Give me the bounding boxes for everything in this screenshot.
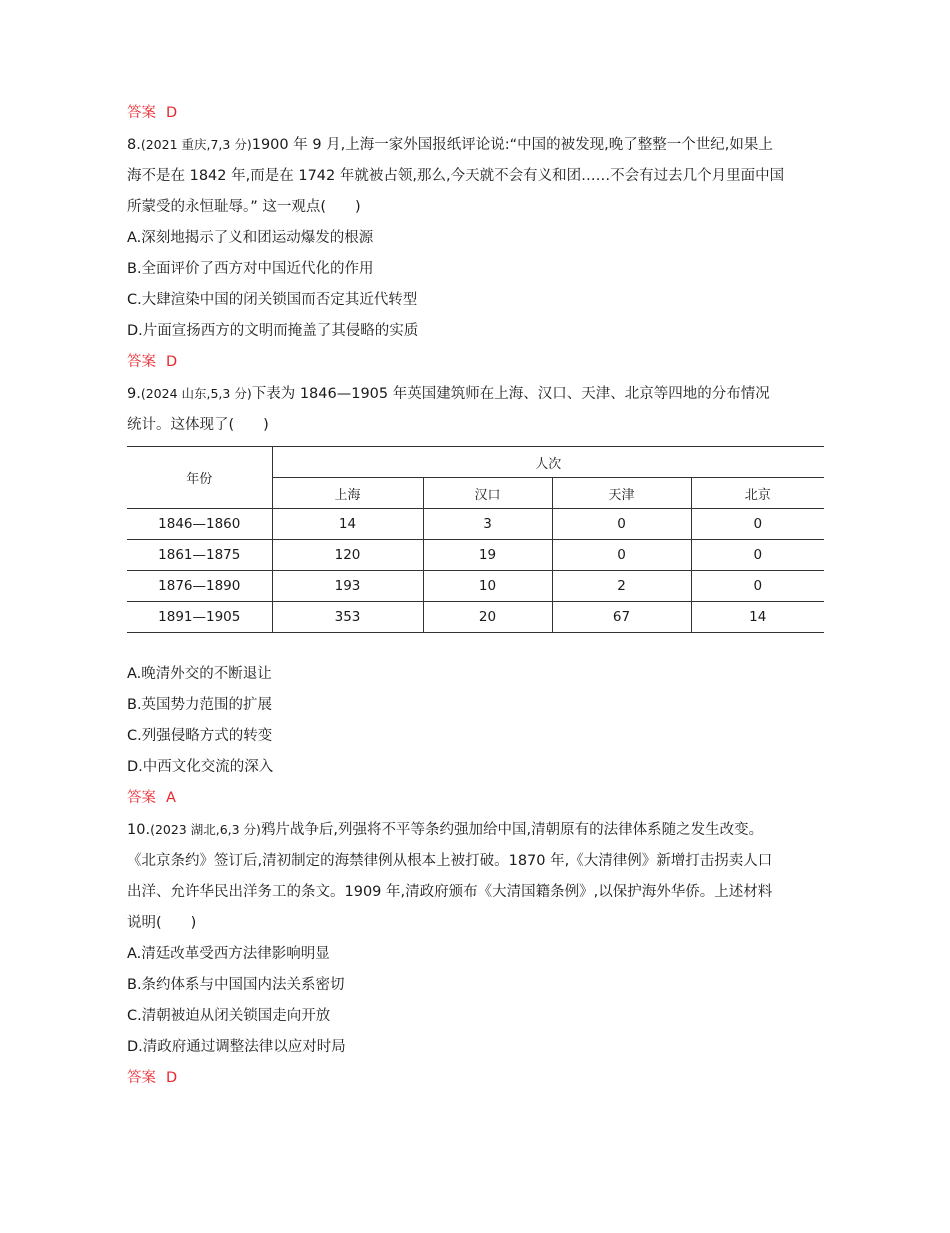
table-row — [127, 540, 824, 571]
table-header-year: 年份 — [127, 447, 272, 509]
answer-9: 答案 A — [127, 790, 176, 806]
table-cell: 14 — [272, 509, 423, 540]
table-cell: 353 — [272, 602, 423, 633]
question-10-line-1: 10.(2023 湖北,6,3 分)鸦片战争后,列强将不平等条约强加给中国,清朝原有的法律体系随之发生改变。 — [127, 822, 764, 838]
question-9 — [127, 378, 824, 814]
table-cell-period: 1846—1860 — [127, 509, 272, 540]
table-header-city: 北京 — [691, 478, 824, 509]
question-8-line-3: 所蒙受的永恒耻辱。” 这一观点( ) — [127, 199, 361, 215]
table-cell: 67 — [552, 602, 691, 633]
table-cell-period: 1891—1905 — [127, 602, 272, 633]
table-cell: 19 — [423, 540, 552, 571]
question-8-line-1: 8.(2021 重庆,7,3 分)1900 年 9 月,上海一家外国报纸评论说:“中国的被发现,晚了整整一个世纪,如果上 — [127, 137, 773, 153]
question-10 — [127, 814, 824, 1094]
question-9-source: (2024 山东,5,3 分) — [140, 386, 252, 401]
question-8-option-d[interactable]: D.片面宣扬西方的文明而掩盖了其侵略的实质 — [127, 323, 419, 339]
table-cell: 2 — [552, 571, 691, 602]
document-page — [127, 98, 824, 1094]
table-row — [127, 509, 824, 540]
table-cell: 20 — [423, 602, 552, 633]
question-8 — [127, 129, 824, 378]
answer-10: 答案 D — [127, 1070, 178, 1086]
table-cell: 0 — [691, 540, 824, 571]
answer-8: 答案 D — [127, 354, 178, 370]
table-cell: 3 — [423, 509, 552, 540]
table-cell-period: 1861—1875 — [127, 540, 272, 571]
question-9-line-2: 统计。这体现了( ) — [127, 417, 269, 433]
table-header-group: 人次 — [272, 447, 824, 478]
question-10-option-c[interactable]: C.清朝被迫从闭关锁国走向开放 — [127, 1008, 331, 1024]
architect-distribution-table — [127, 446, 824, 633]
question-9-option-c[interactable]: C.列强侵略方式的转变 — [127, 728, 273, 744]
question-8-source: (2021 重庆,7,3 分) — [140, 137, 252, 152]
table-cell: 120 — [272, 540, 423, 571]
table-header-city: 天津 — [552, 478, 691, 509]
answer-7: 答案 D — [127, 105, 178, 121]
question-8-line-2: 海不是在 1842 年,而是在 1742 年就被占领,那么,今天就不会有义和团……不会有过去几个月里面中国 — [127, 168, 785, 184]
question-10-option-b[interactable]: B.条约体系与中国国内法关系密切 — [127, 977, 345, 993]
table-row — [127, 602, 824, 633]
table-cell: 10 — [423, 571, 552, 602]
table-row — [127, 571, 824, 602]
question-10-option-a[interactable]: A.清廷改革受西方法律影响明显 — [127, 946, 330, 962]
table-cell: 0 — [552, 509, 691, 540]
question-10-line-4: 说明( ) — [127, 915, 197, 931]
question-10-option-d[interactable]: D.清政府通过调整法律以应对时局 — [127, 1039, 346, 1055]
table-header-city: 上海 — [272, 478, 423, 509]
table-cell: 0 — [691, 509, 824, 540]
table-cell: 14 — [691, 602, 824, 633]
question-8-option-c[interactable]: C.大肆渲染中国的闭关锁国而否定其近代转型 — [127, 292, 418, 308]
question-9-line-1: 9.(2024 山东,5,3 分)下表为 1846—1905 年英国建筑师在上海、汉口、天津、北京等四地的分布情况 — [127, 386, 770, 402]
question-10-source: (2023 湖北,6,3 分) — [150, 822, 261, 837]
question-9-option-d[interactable]: D.中西文化交流的深入 — [127, 759, 274, 775]
table-cell: 0 — [691, 571, 824, 602]
table-cell: 193 — [272, 571, 423, 602]
table-cell: 0 — [552, 540, 691, 571]
table-cell-period: 1876—1890 — [127, 571, 272, 602]
question-9-option-a[interactable]: A.晚清外交的不断退让 — [127, 666, 272, 682]
question-10-line-3: 出洋、允许华民出洋务工的条文。1909 年,清政府颁布《大清国籍条例》,以保护海外华侨。上述材料 — [127, 884, 773, 900]
question-8-option-a[interactable]: A.深刻地揭示了义和团运动爆发的根源 — [127, 230, 374, 246]
question-9-option-b[interactable]: B.英国势力范围的扩展 — [127, 697, 273, 713]
question-8-option-b[interactable]: B.全面评价了西方对中国近代化的作用 — [127, 261, 374, 277]
table-header-city: 汉口 — [423, 478, 552, 509]
question-10-line-2: 《北京条约》签订后,清初制定的海禁律例从根本上被打破。1870 年,《大清律例》新增打击拐卖人口 — [127, 853, 773, 869]
